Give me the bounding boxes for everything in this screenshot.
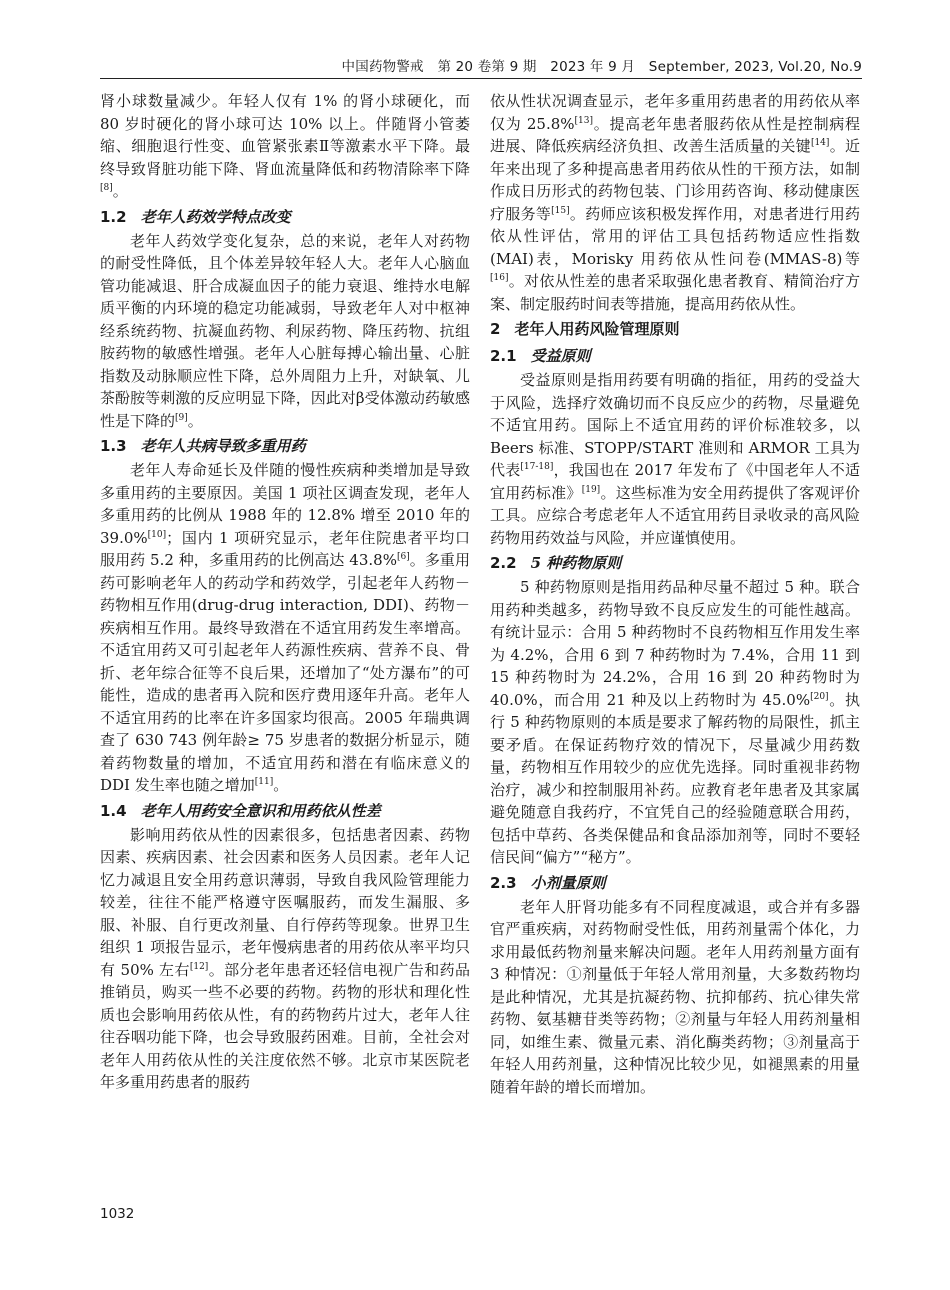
- citation: [12]: [189, 961, 209, 972]
- citation: [13]: [574, 115, 594, 126]
- section-heading-2-1: 2.1 受益原则: [490, 347, 591, 365]
- section-heading-2: 2 老年人用药风险管理原则: [490, 320, 680, 338]
- citation: [20]: [810, 691, 829, 702]
- citation: [15]: [551, 205, 570, 216]
- section-heading-1-2: 1.2 老年人药效学特点改变: [100, 207, 291, 226]
- paragraph-benefit-principle: 受益原则是指用药要有明确的指征，用药的受益大于风险，选择疗效确切而不良反应少的药物，尽量避免不适宜用药。国际上不适宜用药的评价标准较多，以 Beers 标准、STOPP/START 准则和 ARMOR 工具为代表[17-18]，我国也在 2017 年发布了《中国老年人不适宜用药标准》[19]。这些标准为安全用药提供了客观评价工具。应综合考虑老年人不适宜用药目录收录的高风险药物用药效益与风险，并应谨慎使用。: [490, 371, 860, 547]
- citation: [9]: [175, 412, 188, 423]
- citation: [6]: [396, 552, 410, 562]
- right-column: [490, 90, 860, 1098]
- running-header: [0, 0, 950, 78]
- paragraph-five-drug-principle: 5 种药物原则是指用药品种尽量不超过 5 种。联合用药种类越多，药物导致不良反应发生的可能性越高。有统计显示：合用 5 种药物时不良药物相互作用发生率为 4.2%，合用 6 到 7 种药物时为 7.4%，合用 11 到 15 种药物时为 24.2%，合用 16 到 20 种药物时为 40.0%，而合用 21 种及以上药物时为 45.0%[20]。执行 5 种药物原则的本质是要求了解药物的局限性，抓主要矛盾。在保证药物疗效的情况下，尽量减少用药数量，药物相互作用较少的应优先选择。同时重视非药物治疗，减少和控制服用补药。应教育老年患者及其家属避免随意自我药疗，不宜凭自己的经验随意联合用药，包括中草药、各类保健品和食品添加剂等，同时不要轻信民间“偏方”“秘方”。: [490, 578, 860, 866]
- page-number: 1032: [100, 1206, 135, 1222]
- citation: [14]: [810, 138, 830, 148]
- paragraph-adherence-continued: 依从性状况调查显示，老年多重用药患者的用药依从率仅为 25.8%[13]。提高老年患者服药依从性是控制病程进展、降低疾病经济负担、改善生活质量的关键[14]。近年来出现了多种提高患者用药依从性的干预方法，如制作成日历形式的药物包装、门诊用药咨询、移动健康医疗服务等[15]。药师应该积极发挥作用，对患者进行用药依从性评估，常用的评估工具包括药物适应性指数(MAI)表，Morisky 用药依从性问卷(MMAS-8)等[16]。对依从性差的患者采取强化患者教育、精简治疗方案、制定服药时间表等措施，提高用药依从性。: [490, 92, 860, 313]
- left-column: [100, 90, 470, 1094]
- section-heading-2-3: 2.3 小剂量原则: [490, 873, 606, 892]
- section-heading-1-4: 1.4 老年人用药安全意识和用药依从性差: [100, 801, 381, 820]
- citation: [16]: [490, 273, 509, 283]
- citation: [17-18]: [520, 462, 554, 472]
- citation: [8]: [100, 183, 113, 193]
- citation: [11]: [254, 777, 274, 787]
- paragraph-polypharmacy: 老年人寿命延长及伴随的慢性疾病种类增加是导致多重用药的主要原因。美国 1 项社区调查发现，老年人多重用药的比例从 1988 年的 12.8% 增至 2010 年的 39.0%[10]；国内 1 项研究显示，老年住院患者平均口服用药 5.2 种，多重用药的比例高达 43.8%[6]。多重用药可影响老年人的药动学和药效学，引起老年人药物－药物相互作用(drug-drug interaction, DDI)、药物－疾病相互作用。最终导致潜在不适宜用药发生率增高。不适宜用药又可引起老年人药源性疾病、营养不良、骨折、老年综合征等不良后果，还增加了“处方瀑布”的可能性，造成的患者再入院和医疗费用逐年升高。老年人不适宜用药的比率在许多国家均很高。2005 年瑞典调查了 630 743 例年龄≥ 75 岁患者的数据分析显示，随着药物数量的增加，不适宜用药和潜在有临床意义的 DDI 发生率也随之增加[11]。: [100, 461, 470, 794]
- citation: [19]: [581, 484, 601, 495]
- header-rule: [100, 78, 862, 79]
- paragraph-kidney: 肾小球数量减少。年轻人仅有 1% 的肾小球硬化，而 80 岁时硬化的肾小球可达 10% 以上。伴随肾小管萎缩、细胞退行性变、血管紧张素Ⅱ等激素水平下降。最终导致肾脏功能下降、肾血流量降低和药物清除率下降[8]。: [100, 92, 470, 200]
- paragraph-pharmacodynamics: 老年人药效学变化复杂，总的来说，老年人对药物的耐受性降低，且个体差异较年轻人大。老年人心脑血管功能减退、肝合成凝血因子的能力衰退、维持水电解质平衡的内环境的稳定功能减弱，导致老年人对中枢神经系统药物、抗凝血药物、利尿药物、降压药物、抗组胺药物的敏感性增强。老年人心脏每搏心输出量、心脏指数及动脉顺应性下降，总外周阻力上升，对缺氧、儿茶酚胺等刺激的反应明显下降，因此对β受体激动药敏感性是下降的[9]。: [100, 231, 470, 430]
- journal-running-head: 中国药物警戒 第 20 卷第 9 期 2023 年 9 月 September, 2023, Vol.20, No.9: [341, 59, 862, 75]
- section-heading-1-3: 1.3 老年人共病导致多重用药: [100, 437, 306, 455]
- paragraph-adherence: 影响用药依从性的因素很多，包括患者因素、药物因素、疾病因素、社会因素和医务人员因素。老年人记忆力减退且安全用药意识薄弱，导致自我风险管理能力较差，往往不能严格遵守医嘱服药，而发生漏服、多服、补服、自行更改剂量、自行停药等现象。世界卫生组织 1 项报告显示，老年慢病患者的用药依从率平均只有 50% 左右[12]。部分老年患者还轻信电视广告和药品推销员，购买一些不必要的药物。药物的形状和理化性质也会影响用药依从性，有的药物药片过大，老年人往往吞咽功能下降，也会导致服药困难。目前，全社会对老年人用药依从性的关注度依然不够。北京市某医院老年多重用药患者的服药: [100, 825, 470, 1091]
- section-heading-2-2: 2.2 5 种药物原则: [490, 554, 622, 572]
- citation: [10]: [147, 529, 167, 540]
- paragraph-low-dose-principle: 老年人肝肾功能多有不同程度减退，或合并有多器官严重疾病，对药物耐受性低，用药剂量需个体化，力求用最低药物剂量来解决问题。老年人用药剂量方面有 3 种情况：①剂量低于年轻人常用剂量，大多数药物均是此种情况，尤其是抗凝药物、抗抑郁药、抗心律失常药物、氨基糖苷类等药物；②剂量与年轻人用药剂量相同，如维生素、微量元素、消化酶类药物；③剂量高于年轻人用药剂量，这种情况比较少见，如褪黑素的用量随着年龄的增长而增加。: [490, 897, 860, 1096]
